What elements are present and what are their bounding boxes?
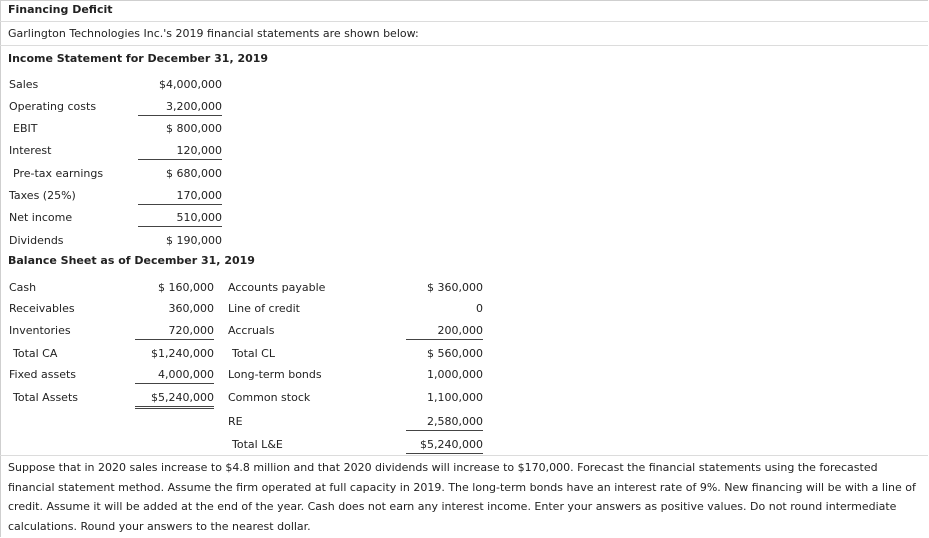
is-label-pretax: Pre-tax earnings <box>13 167 104 180</box>
bs-liab-value-total-le: $5,240,000 <box>406 438 483 456</box>
bs-asset-label-fixed: Fixed assets <box>9 368 77 381</box>
is-label-net-income: Net income <box>9 211 73 224</box>
bs-liab-label-common-stock: Common stock <box>228 391 311 404</box>
bs-liab-label-re: RE <box>228 415 243 428</box>
balance-sheet-heading: Balance Sheet as of December 31, 2019 <box>8 254 255 267</box>
intro-text: Garlington Technologies Inc.'s 2019 financial statements are shown below: <box>8 27 419 40</box>
is-label-operating-costs: Operating costs <box>9 100 97 113</box>
bs-asset-value-total-ca: $1,240,000 <box>151 347 214 360</box>
page-title: Financing Deficit <box>8 3 113 16</box>
is-label-sales: Sales <box>9 78 39 91</box>
is-value-pretax: $ 680,000 <box>166 167 222 180</box>
income-statement-heading: Income Statement for December 31, 2019 <box>8 52 269 65</box>
bs-asset-label-inventories: Inventories <box>9 324 71 337</box>
is-value-operating-costs: 3,200,000 <box>138 100 222 116</box>
bs-asset-label-total-assets: Total Assets <box>13 391 78 404</box>
divider <box>0 455 928 456</box>
bs-liab-value-re: 2,580,000 <box>406 415 483 431</box>
top-border <box>0 0 928 1</box>
divider <box>0 21 928 22</box>
is-value-taxes: 170,000 <box>138 189 222 205</box>
is-value-sales: $4,000,000 <box>159 78 222 91</box>
is-label-taxes: Taxes (25%) <box>9 189 76 202</box>
bs-asset-value-receivables: 360,000 <box>168 302 214 315</box>
bs-asset-label-receivables: Receivables <box>9 302 75 315</box>
is-value-ebit: $ 800,000 <box>166 122 222 135</box>
is-label-dividends: Dividends <box>9 234 64 247</box>
bs-liab-value-common-stock: 1,100,000 <box>427 391 483 404</box>
bs-asset-label-total-ca: Total CA <box>13 347 58 360</box>
bs-asset-value-fixed: 4,000,000 <box>135 368 214 384</box>
instructions-paragraph: Suppose that in 2020 sales increase to $4.8 million and that 2020 dividends will increase to $170,000. Forecast the financial statements using the forecasted financial statement method. Assume the firm operated at full capacity in 2019. The long-term bonds have an interest rate of 9%. New financing will be with a line of credit. Assume it will be added at the end of the year. Cash does not earn any interest income. Enter your answers as positive values. Do not round intermediate calculations. Round your answers to the nearest dollar. <box>8 461 916 533</box>
is-value-net-income: 510,000 <box>138 211 222 227</box>
is-value-dividends: $ 190,000 <box>166 234 222 247</box>
bs-liab-label-bonds: Long-term bonds <box>228 368 322 381</box>
is-label-ebit: EBIT <box>13 122 38 135</box>
divider <box>0 45 928 46</box>
bs-asset-value-total-assets: $5,240,000 <box>135 391 214 409</box>
bs-asset-value-inventories: 720,000 <box>135 324 214 340</box>
bs-asset-value-cash: $ 160,000 <box>158 281 214 294</box>
bs-liab-value-bonds: 1,000,000 <box>427 368 483 381</box>
bs-liab-value-total-cl: $ 560,000 <box>427 347 483 360</box>
bs-liab-label-ap: Accounts payable <box>228 281 326 294</box>
is-label-interest: Interest <box>9 144 52 157</box>
bs-liab-label-total-cl: Total CL <box>232 347 275 360</box>
bs-liab-value-ap: $ 360,000 <box>427 281 483 294</box>
bs-liab-value-loc: 0 <box>476 302 483 315</box>
bs-liab-label-total-le: Total L&E <box>232 438 283 451</box>
bs-liab-label-accruals: Accruals <box>228 324 275 337</box>
bs-asset-label-cash: Cash <box>9 281 37 294</box>
bs-liab-value-accruals: 200,000 <box>406 324 483 340</box>
is-value-interest: 120,000 <box>138 144 222 160</box>
bs-liab-label-loc: Line of credit <box>228 302 300 315</box>
